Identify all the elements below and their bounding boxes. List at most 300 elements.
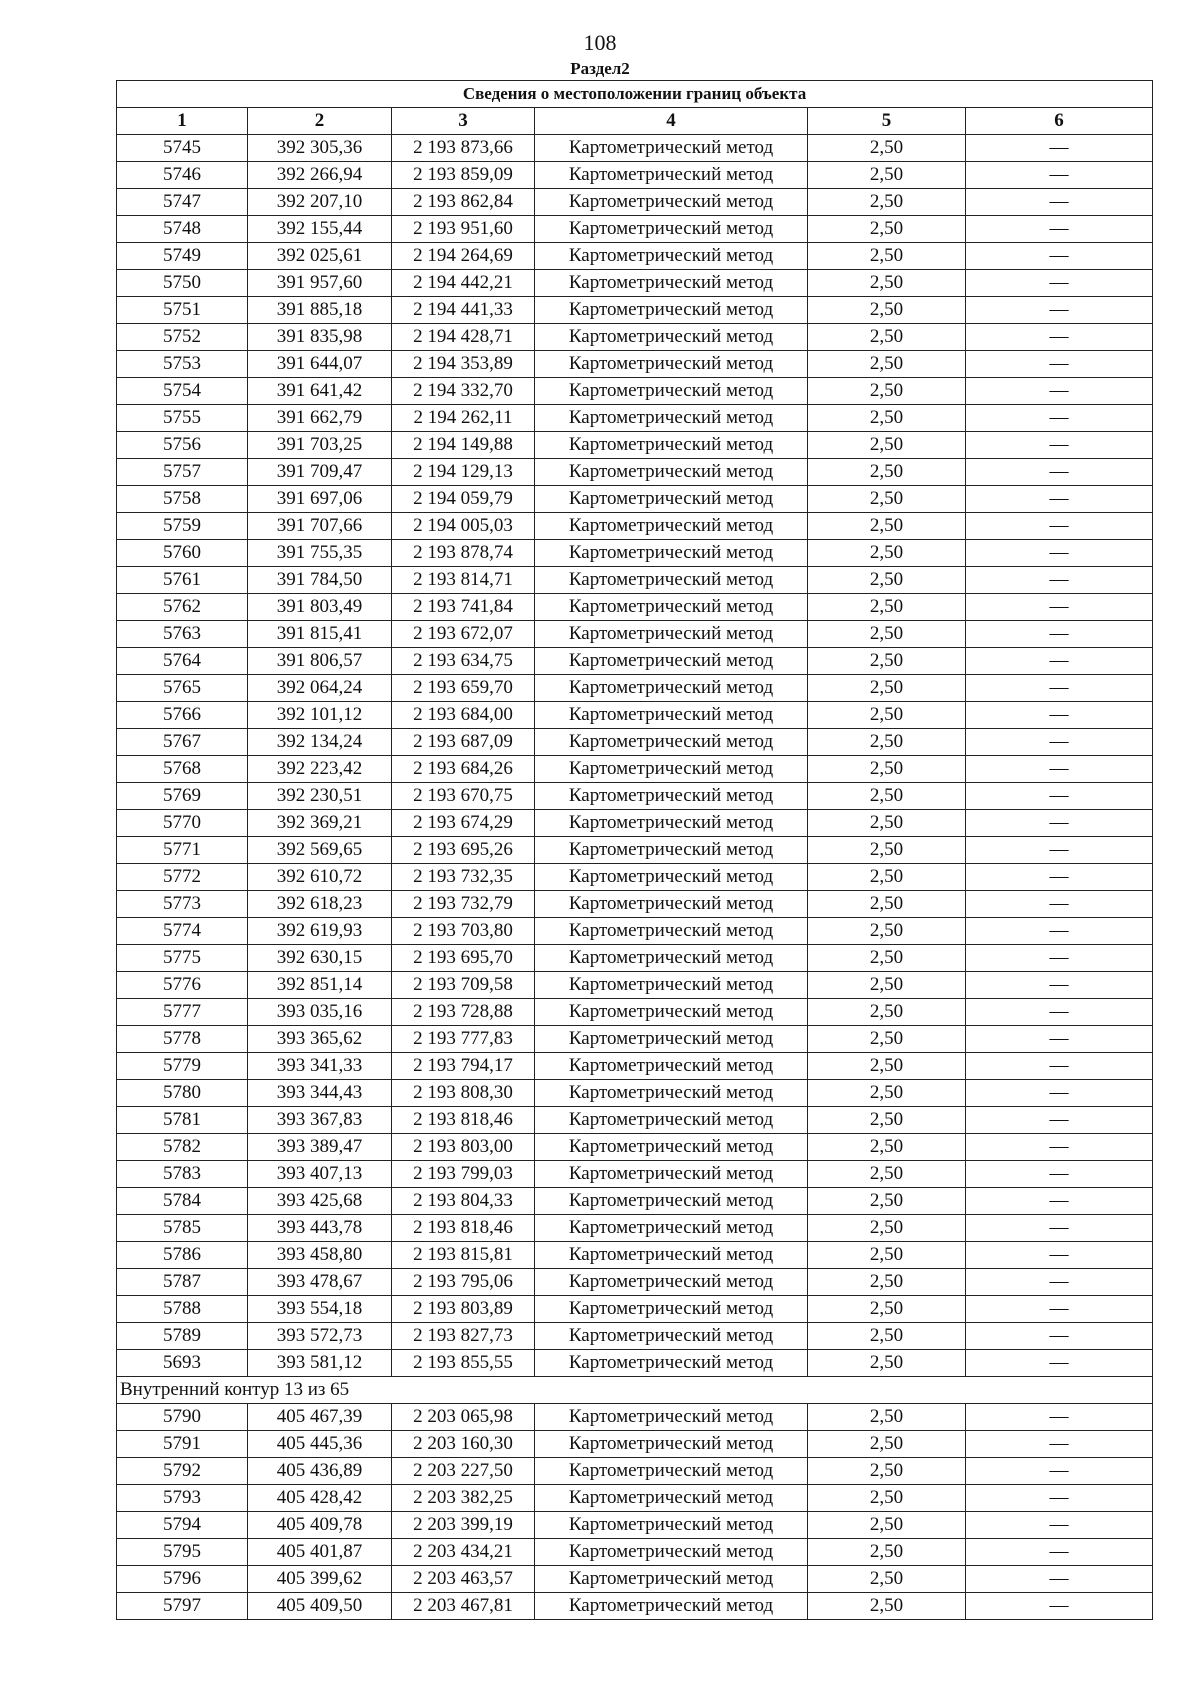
table-row xyxy=(117,405,1153,432)
table-row xyxy=(117,783,1153,810)
x-coordinate-cell: 392 619,93 xyxy=(248,918,392,945)
description-cell: — xyxy=(966,540,1153,567)
table-row xyxy=(117,513,1153,540)
table-row xyxy=(117,1269,1153,1296)
x-coordinate-cell: 405 428,42 xyxy=(248,1485,392,1512)
table-row xyxy=(117,162,1153,189)
point-number-cell: 5765 xyxy=(117,675,248,702)
point-number-cell: 5782 xyxy=(117,1134,248,1161)
y-coordinate-cell: 2 193 859,09 xyxy=(392,162,535,189)
accuracy-cell: 2,50 xyxy=(808,1026,966,1053)
method-cell: Картометрический метод xyxy=(535,999,808,1026)
description-cell: — xyxy=(966,1458,1153,1485)
x-coordinate-cell: 392 025,61 xyxy=(248,243,392,270)
method-cell: Картометрический метод xyxy=(535,1404,808,1431)
point-number-cell: 5774 xyxy=(117,918,248,945)
method-cell: Картометрический метод xyxy=(535,486,808,513)
table-row xyxy=(117,1323,1153,1350)
point-number-cell: 5758 xyxy=(117,486,248,513)
point-number-cell: 5788 xyxy=(117,1296,248,1323)
x-coordinate-cell: 391 644,07 xyxy=(248,351,392,378)
y-coordinate-cell: 2 193 862,84 xyxy=(392,189,535,216)
accuracy-cell: 2,50 xyxy=(808,594,966,621)
y-coordinate-cell: 2 193 684,00 xyxy=(392,702,535,729)
y-coordinate-cell: 2 203 467,81 xyxy=(392,1593,535,1620)
point-number-cell: 5746 xyxy=(117,162,248,189)
accuracy-cell: 2,50 xyxy=(808,864,966,891)
x-coordinate-cell: 392 369,21 xyxy=(248,810,392,837)
y-coordinate-cell: 2 194 149,88 xyxy=(392,432,535,459)
x-coordinate-cell: 392 207,10 xyxy=(248,189,392,216)
x-coordinate-cell: 392 851,14 xyxy=(248,972,392,999)
method-cell: Картометрический метод xyxy=(535,810,808,837)
y-coordinate-cell: 2 194 441,33 xyxy=(392,297,535,324)
point-number-cell: 5772 xyxy=(117,864,248,891)
description-cell: — xyxy=(966,621,1153,648)
accuracy-cell: 2,50 xyxy=(808,1080,966,1107)
accuracy-cell: 2,50 xyxy=(808,1566,966,1593)
table-row xyxy=(117,1107,1153,1134)
method-cell: Картометрический метод xyxy=(535,324,808,351)
table-row xyxy=(117,216,1153,243)
column-header: 4 xyxy=(535,108,808,135)
x-coordinate-cell: 391 709,47 xyxy=(248,459,392,486)
point-number-cell: 5761 xyxy=(117,567,248,594)
method-cell: Картометрический метод xyxy=(535,1539,808,1566)
y-coordinate-cell: 2 193 687,09 xyxy=(392,729,535,756)
method-cell: Картометрический метод xyxy=(535,1512,808,1539)
point-number-cell: 5793 xyxy=(117,1485,248,1512)
point-number-cell: 5784 xyxy=(117,1188,248,1215)
y-coordinate-cell: 2 193 741,84 xyxy=(392,594,535,621)
x-coordinate-cell: 405 436,89 xyxy=(248,1458,392,1485)
y-coordinate-cell: 2 193 634,75 xyxy=(392,648,535,675)
table-row xyxy=(117,270,1153,297)
x-coordinate-cell: 393 554,18 xyxy=(248,1296,392,1323)
y-coordinate-cell: 2 193 777,83 xyxy=(392,1026,535,1053)
point-number-cell: 5762 xyxy=(117,594,248,621)
y-coordinate-cell: 2 193 695,26 xyxy=(392,837,535,864)
description-cell: — xyxy=(966,486,1153,513)
description-cell: — xyxy=(966,675,1153,702)
table-row xyxy=(117,864,1153,891)
y-coordinate-cell: 2 194 059,79 xyxy=(392,486,535,513)
table-row xyxy=(117,297,1153,324)
method-cell: Картометрический метод xyxy=(535,1269,808,1296)
description-cell: — xyxy=(966,378,1153,405)
table-row xyxy=(117,594,1153,621)
y-coordinate-cell: 2 193 703,80 xyxy=(392,918,535,945)
contour-row xyxy=(117,1377,1153,1404)
table-row xyxy=(117,999,1153,1026)
method-cell: Картометрический метод xyxy=(535,1350,808,1377)
description-cell: — xyxy=(966,972,1153,999)
table-row xyxy=(117,1593,1153,1620)
method-cell: Картометрический метод xyxy=(535,1323,808,1350)
x-coordinate-cell: 392 155,44 xyxy=(248,216,392,243)
point-number-cell: 5779 xyxy=(117,1053,248,1080)
table-row xyxy=(117,702,1153,729)
table-row xyxy=(117,432,1153,459)
description-cell: — xyxy=(966,783,1153,810)
accuracy-cell: 2,50 xyxy=(808,189,966,216)
table-row xyxy=(117,1431,1153,1458)
description-cell: — xyxy=(966,270,1153,297)
accuracy-cell: 2,50 xyxy=(808,432,966,459)
x-coordinate-cell: 393 389,47 xyxy=(248,1134,392,1161)
point-number-cell: 5747 xyxy=(117,189,248,216)
x-coordinate-cell: 405 467,39 xyxy=(248,1404,392,1431)
point-number-cell: 5787 xyxy=(117,1269,248,1296)
accuracy-cell: 2,50 xyxy=(808,675,966,702)
accuracy-cell: 2,50 xyxy=(808,216,966,243)
method-cell: Картометрический метод xyxy=(535,459,808,486)
method-cell: Картометрический метод xyxy=(535,621,808,648)
description-cell: — xyxy=(966,864,1153,891)
contour-label: Внутренний контур 13 из 65 xyxy=(117,1377,1153,1404)
accuracy-cell: 2,50 xyxy=(808,702,966,729)
y-coordinate-cell: 2 193 795,06 xyxy=(392,1269,535,1296)
description-cell: — xyxy=(966,918,1153,945)
description-cell: — xyxy=(966,1566,1153,1593)
x-coordinate-cell: 393 367,83 xyxy=(248,1107,392,1134)
method-cell: Картометрический метод xyxy=(535,594,808,621)
accuracy-cell: 2,50 xyxy=(808,1323,966,1350)
table-row xyxy=(117,1053,1153,1080)
method-cell: Картометрический метод xyxy=(535,1053,808,1080)
table-row xyxy=(117,1080,1153,1107)
accuracy-cell: 2,50 xyxy=(808,297,966,324)
method-cell: Картометрический метод xyxy=(535,189,808,216)
accuracy-cell: 2,50 xyxy=(808,1161,966,1188)
description-cell: — xyxy=(966,837,1153,864)
description-cell: — xyxy=(966,594,1153,621)
y-coordinate-cell: 2 194 262,11 xyxy=(392,405,535,432)
accuracy-cell: 2,50 xyxy=(808,1188,966,1215)
accuracy-cell: 2,50 xyxy=(808,837,966,864)
table-row xyxy=(117,837,1153,864)
point-number-cell: 5752 xyxy=(117,324,248,351)
table-row xyxy=(117,1134,1153,1161)
method-cell: Картометрический метод xyxy=(535,540,808,567)
table-row xyxy=(117,972,1153,999)
description-cell: — xyxy=(966,297,1153,324)
y-coordinate-cell: 2 193 808,30 xyxy=(392,1080,535,1107)
table-row xyxy=(117,918,1153,945)
accuracy-cell: 2,50 xyxy=(808,243,966,270)
table-row xyxy=(117,945,1153,972)
column-header: 1 xyxy=(117,108,248,135)
table-row xyxy=(117,1026,1153,1053)
accuracy-cell: 2,50 xyxy=(808,945,966,972)
y-coordinate-cell: 2 193 803,89 xyxy=(392,1296,535,1323)
method-cell: Картометрический метод xyxy=(535,1026,808,1053)
method-cell: Картометрический метод xyxy=(535,1188,808,1215)
method-cell: Картометрический метод xyxy=(535,702,808,729)
point-number-cell: 5773 xyxy=(117,891,248,918)
y-coordinate-cell: 2 203 434,21 xyxy=(392,1539,535,1566)
x-coordinate-cell: 405 401,87 xyxy=(248,1539,392,1566)
method-cell: Картометрический метод xyxy=(535,513,808,540)
x-coordinate-cell: 393 035,16 xyxy=(248,999,392,1026)
x-coordinate-cell: 393 365,62 xyxy=(248,1026,392,1053)
y-coordinate-cell: 2 194 353,89 xyxy=(392,351,535,378)
table-row xyxy=(117,648,1153,675)
method-cell: Картометрический метод xyxy=(535,945,808,972)
point-number-cell: 5790 xyxy=(117,1404,248,1431)
x-coordinate-cell: 391 815,41 xyxy=(248,621,392,648)
description-cell: — xyxy=(966,1242,1153,1269)
y-coordinate-cell: 2 193 814,71 xyxy=(392,567,535,594)
point-number-cell: 5760 xyxy=(117,540,248,567)
point-number-cell: 5794 xyxy=(117,1512,248,1539)
x-coordinate-cell: 405 409,50 xyxy=(248,1593,392,1620)
method-cell: Картометрический метод xyxy=(535,891,808,918)
accuracy-cell: 2,50 xyxy=(808,567,966,594)
y-coordinate-cell: 2 203 065,98 xyxy=(392,1404,535,1431)
description-cell: — xyxy=(966,324,1153,351)
column-header: 2 xyxy=(248,108,392,135)
description-cell: — xyxy=(966,351,1153,378)
accuracy-cell: 2,50 xyxy=(808,1134,966,1161)
point-number-cell: 5767 xyxy=(117,729,248,756)
description-cell: — xyxy=(966,162,1153,189)
description-cell: — xyxy=(966,702,1153,729)
description-cell: — xyxy=(966,1053,1153,1080)
y-coordinate-cell: 2 203 463,57 xyxy=(392,1566,535,1593)
y-coordinate-cell: 2 203 160,30 xyxy=(392,1431,535,1458)
point-number-cell: 5750 xyxy=(117,270,248,297)
method-cell: Картометрический метод xyxy=(535,918,808,945)
point-number-cell: 5780 xyxy=(117,1080,248,1107)
point-number-cell: 5778 xyxy=(117,1026,248,1053)
accuracy-cell: 2,50 xyxy=(808,999,966,1026)
description-cell: — xyxy=(966,891,1153,918)
x-coordinate-cell: 391 784,50 xyxy=(248,567,392,594)
table-row xyxy=(117,567,1153,594)
point-number-cell: 5796 xyxy=(117,1566,248,1593)
point-number-cell: 5775 xyxy=(117,945,248,972)
x-coordinate-cell: 393 443,78 xyxy=(248,1215,392,1242)
table-row xyxy=(117,1296,1153,1323)
description-cell: — xyxy=(966,648,1153,675)
table-row xyxy=(117,1512,1153,1539)
y-coordinate-cell: 2 194 442,21 xyxy=(392,270,535,297)
description-cell: — xyxy=(966,1134,1153,1161)
method-cell: Картометрический метод xyxy=(535,567,808,594)
table-row xyxy=(117,459,1153,486)
x-coordinate-cell: 392 101,12 xyxy=(248,702,392,729)
point-number-cell: 5757 xyxy=(117,459,248,486)
x-coordinate-cell: 393 572,73 xyxy=(248,1323,392,1350)
method-cell: Картометрический метод xyxy=(535,1215,808,1242)
y-coordinate-cell: 2 193 695,70 xyxy=(392,945,535,972)
x-coordinate-cell: 405 409,78 xyxy=(248,1512,392,1539)
description-cell: — xyxy=(966,1404,1153,1431)
accuracy-cell: 2,50 xyxy=(808,810,966,837)
x-coordinate-cell: 393 581,12 xyxy=(248,1350,392,1377)
accuracy-cell: 2,50 xyxy=(808,1539,966,1566)
accuracy-cell: 2,50 xyxy=(808,1053,966,1080)
table-row xyxy=(117,1539,1153,1566)
description-cell: — xyxy=(966,216,1153,243)
accuracy-cell: 2,50 xyxy=(808,486,966,513)
table-row xyxy=(117,324,1153,351)
x-coordinate-cell: 405 399,62 xyxy=(248,1566,392,1593)
method-cell: Картометрический метод xyxy=(535,162,808,189)
x-coordinate-cell: 392 230,51 xyxy=(248,783,392,810)
x-coordinate-cell: 405 445,36 xyxy=(248,1431,392,1458)
table-row xyxy=(117,243,1153,270)
accuracy-cell: 2,50 xyxy=(808,405,966,432)
accuracy-cell: 2,50 xyxy=(808,135,966,162)
point-number-cell: 5764 xyxy=(117,648,248,675)
y-coordinate-cell: 2 194 428,71 xyxy=(392,324,535,351)
x-coordinate-cell: 392 064,24 xyxy=(248,675,392,702)
method-cell: Картометрический метод xyxy=(535,837,808,864)
method-cell: Картометрический метод xyxy=(535,1458,808,1485)
method-cell: Картометрический метод xyxy=(535,432,808,459)
method-cell: Картометрический метод xyxy=(535,1161,808,1188)
method-cell: Картометрический метод xyxy=(535,405,808,432)
boundary-coordinates-table xyxy=(116,80,1153,1620)
accuracy-cell: 2,50 xyxy=(808,540,966,567)
table-head xyxy=(117,81,1153,135)
point-number-cell: 5795 xyxy=(117,1539,248,1566)
description-cell: — xyxy=(966,1539,1153,1566)
point-number-cell: 5770 xyxy=(117,810,248,837)
section-title: Раздел2 xyxy=(570,59,630,78)
method-cell: Картометрический метод xyxy=(535,864,808,891)
y-coordinate-cell: 2 203 382,25 xyxy=(392,1485,535,1512)
point-number-cell: 5769 xyxy=(117,783,248,810)
accuracy-cell: 2,50 xyxy=(808,1485,966,1512)
accuracy-cell: 2,50 xyxy=(808,729,966,756)
description-cell: — xyxy=(966,999,1153,1026)
method-cell: Картометрический метод xyxy=(535,972,808,999)
method-cell: Картометрический метод xyxy=(535,1431,808,1458)
description-cell: — xyxy=(966,1161,1153,1188)
method-cell: Картометрический метод xyxy=(535,1080,808,1107)
y-coordinate-cell: 2 193 794,17 xyxy=(392,1053,535,1080)
accuracy-cell: 2,50 xyxy=(808,1512,966,1539)
x-coordinate-cell: 391 835,98 xyxy=(248,324,392,351)
point-number-cell: 5755 xyxy=(117,405,248,432)
accuracy-cell: 2,50 xyxy=(808,513,966,540)
y-coordinate-cell: 2 193 732,35 xyxy=(392,864,535,891)
table-row xyxy=(117,135,1153,162)
point-number-cell: 5781 xyxy=(117,1107,248,1134)
description-cell: — xyxy=(966,1026,1153,1053)
x-coordinate-cell: 393 341,33 xyxy=(248,1053,392,1080)
table-row xyxy=(117,621,1153,648)
description-cell: — xyxy=(966,243,1153,270)
method-cell: Картометрический метод xyxy=(535,648,808,675)
table-row xyxy=(117,756,1153,783)
accuracy-cell: 2,50 xyxy=(808,621,966,648)
column-header: 3 xyxy=(392,108,535,135)
method-cell: Картометрический метод xyxy=(535,675,808,702)
point-number-cell: 5766 xyxy=(117,702,248,729)
x-coordinate-cell: 391 641,42 xyxy=(248,378,392,405)
description-cell: — xyxy=(966,1512,1153,1539)
accuracy-cell: 2,50 xyxy=(808,1269,966,1296)
accuracy-cell: 2,50 xyxy=(808,378,966,405)
accuracy-cell: 2,50 xyxy=(808,891,966,918)
accuracy-cell: 2,50 xyxy=(808,1296,966,1323)
description-cell: — xyxy=(966,945,1153,972)
point-number-cell: 5792 xyxy=(117,1458,248,1485)
description-cell: — xyxy=(966,135,1153,162)
table-row xyxy=(117,351,1153,378)
point-number-cell: 5763 xyxy=(117,621,248,648)
description-cell: — xyxy=(966,810,1153,837)
y-coordinate-cell: 2 193 803,00 xyxy=(392,1134,535,1161)
accuracy-cell: 2,50 xyxy=(808,783,966,810)
table-caption-row xyxy=(117,81,1153,108)
point-number-cell: 5745 xyxy=(117,135,248,162)
x-coordinate-cell: 393 344,43 xyxy=(248,1080,392,1107)
y-coordinate-cell: 2 193 804,33 xyxy=(392,1188,535,1215)
x-coordinate-cell: 391 957,60 xyxy=(248,270,392,297)
y-coordinate-cell: 2 194 005,03 xyxy=(392,513,535,540)
accuracy-cell: 2,50 xyxy=(808,1107,966,1134)
method-cell: Картометрический метод xyxy=(535,1593,808,1620)
table-row xyxy=(117,1215,1153,1242)
column-header: 5 xyxy=(808,108,966,135)
description-cell: — xyxy=(966,1107,1153,1134)
description-cell: — xyxy=(966,513,1153,540)
y-coordinate-cell: 2 193 799,03 xyxy=(392,1161,535,1188)
table-row xyxy=(117,1458,1153,1485)
x-coordinate-cell: 391 703,25 xyxy=(248,432,392,459)
y-coordinate-cell: 2 193 818,46 xyxy=(392,1215,535,1242)
x-coordinate-cell: 392 618,23 xyxy=(248,891,392,918)
accuracy-cell: 2,50 xyxy=(808,972,966,999)
x-coordinate-cell: 391 885,18 xyxy=(248,297,392,324)
method-cell: Картометрический метод xyxy=(535,1107,808,1134)
point-number-cell: 5749 xyxy=(117,243,248,270)
method-cell: Картометрический метод xyxy=(535,1566,808,1593)
method-cell: Картометрический метод xyxy=(535,297,808,324)
point-number-cell: 5783 xyxy=(117,1161,248,1188)
x-coordinate-cell: 392 134,24 xyxy=(248,729,392,756)
point-number-cell: 5789 xyxy=(117,1323,248,1350)
method-cell: Картометрический метод xyxy=(535,1242,808,1269)
method-cell: Картометрический метод xyxy=(535,783,808,810)
column-header: 6 xyxy=(966,108,1153,135)
y-coordinate-cell: 2 194 332,70 xyxy=(392,378,535,405)
method-cell: Картометрический метод xyxy=(535,351,808,378)
table-body xyxy=(117,135,1153,1620)
x-coordinate-cell: 391 707,66 xyxy=(248,513,392,540)
x-coordinate-cell: 392 305,36 xyxy=(248,135,392,162)
accuracy-cell: 2,50 xyxy=(808,1593,966,1620)
description-cell: — xyxy=(966,1350,1153,1377)
y-coordinate-cell: 2 203 399,19 xyxy=(392,1512,535,1539)
x-coordinate-cell: 393 425,68 xyxy=(248,1188,392,1215)
table-row xyxy=(117,486,1153,513)
y-coordinate-cell: 2 193 728,88 xyxy=(392,999,535,1026)
method-cell: Картометрический метод xyxy=(535,1296,808,1323)
y-coordinate-cell: 2 193 873,66 xyxy=(392,135,535,162)
x-coordinate-cell: 391 803,49 xyxy=(248,594,392,621)
table-row xyxy=(117,1242,1153,1269)
point-number-cell: 5753 xyxy=(117,351,248,378)
description-cell: — xyxy=(966,1215,1153,1242)
method-cell: Картометрический метод xyxy=(535,756,808,783)
accuracy-cell: 2,50 xyxy=(808,1431,966,1458)
